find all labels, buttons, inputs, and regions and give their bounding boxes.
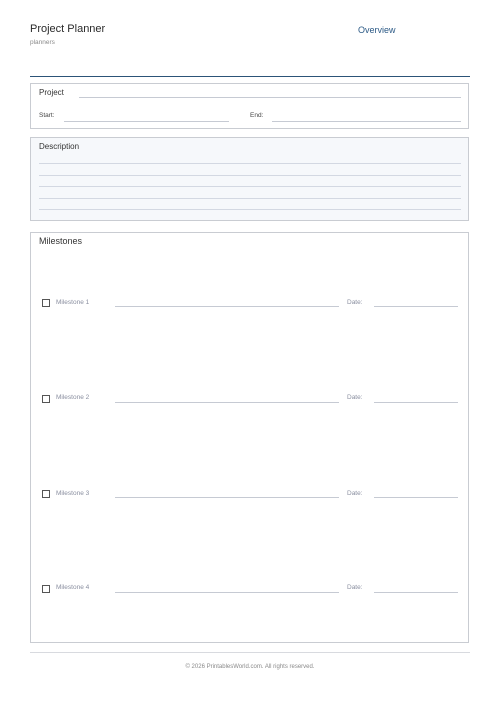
milestone-field[interactable] [115, 497, 339, 498]
milestone-date-field[interactable] [374, 402, 458, 403]
milestone-label: Milestone 2 [56, 394, 90, 401]
footer-copyright: © 2026 PrintablesWorld.com. All rights reserved. [185, 664, 315, 670]
milestone-label: Milestone 4 [56, 584, 90, 591]
milestone-checkbox[interactable] [42, 585, 50, 593]
description-line[interactable] [39, 186, 461, 187]
milestones-section [30, 232, 469, 643]
page-title: Project Planner [30, 23, 106, 35]
milestone-checkbox[interactable] [42, 299, 50, 307]
project-name-field[interactable] [79, 97, 461, 98]
header-divider [30, 76, 470, 77]
milestone-field[interactable] [115, 402, 339, 403]
milestone-date-field[interactable] [374, 497, 458, 498]
page-subtitle: planners [30, 39, 55, 46]
milestone-checkbox[interactable] [42, 490, 50, 498]
milestone-date-label: Date: [347, 299, 363, 306]
project-section [30, 83, 469, 129]
milestone-date-label: Date: [347, 394, 363, 401]
milestone-field[interactable] [115, 592, 339, 593]
milestone-field[interactable] [115, 306, 339, 307]
milestone-checkbox[interactable] [42, 395, 50, 403]
milestone-date-field[interactable] [374, 306, 458, 307]
description-label: Description [39, 142, 80, 151]
description-section [30, 137, 469, 221]
start-label: Start: [39, 112, 55, 119]
milestone-date-field[interactable] [374, 592, 458, 593]
milestone-label: Milestone 3 [56, 490, 90, 497]
description-line[interactable] [39, 209, 461, 210]
milestone-label: Milestone 1 [56, 299, 90, 306]
project-label: Project [39, 88, 64, 97]
start-date-field[interactable] [64, 121, 229, 122]
milestones-title: Milestones [39, 236, 83, 246]
end-date-field[interactable] [272, 121, 461, 122]
overview-link[interactable]: Overview [358, 25, 396, 35]
footer-divider [30, 652, 470, 653]
description-line[interactable] [39, 163, 461, 164]
description-line[interactable] [39, 175, 461, 176]
description-line[interactable] [39, 198, 461, 199]
milestone-date-label: Date: [347, 490, 363, 497]
end-label: End: [250, 112, 264, 119]
milestone-date-label: Date: [347, 584, 363, 591]
